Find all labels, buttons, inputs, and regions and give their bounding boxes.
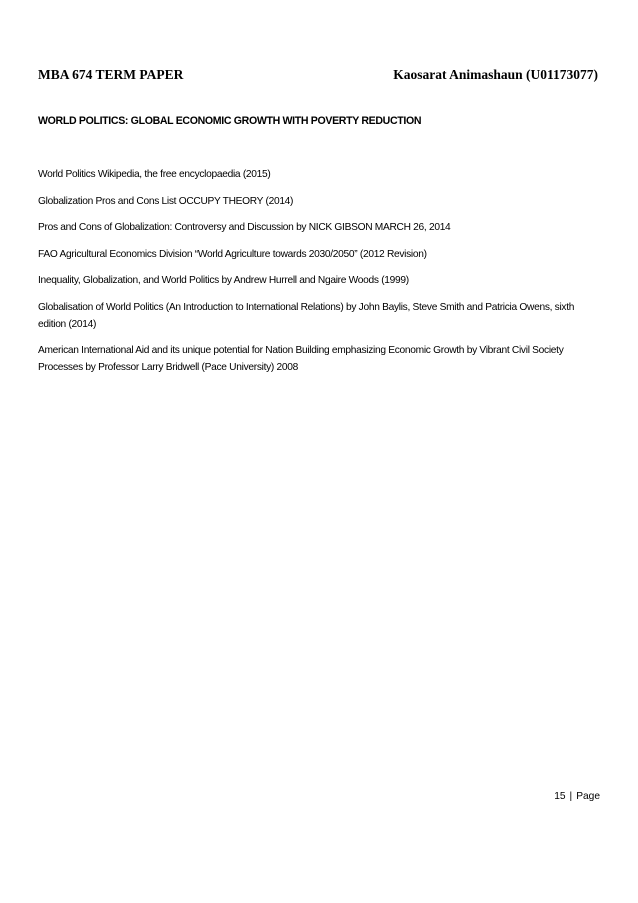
page-header — [38, 67, 598, 85]
page-separator: | — [569, 791, 573, 802]
reference-item: Globalisation of World Politics (An Introduction to International Relations) by John Baylis, Steve Smith and Patricia Owens, sixth edition (2014) — [38, 301, 575, 330]
reference-item: Globalization Pros and Cons List OCCUPY THEORY (2014) — [38, 195, 294, 207]
reference-item: Pros and Cons of Globalization: Controversy and Discussion by NICK GIBSON MARCH 26, 2014 — [38, 222, 451, 233]
course-title: MBA 674 TERM PAPER — [38, 67, 184, 82]
page-title: WORLD POLITICS: GLOBAL ECONOMIC GROWTH WITH POVERTY REDUCTION — [38, 115, 422, 127]
reference-item: American International Aid and its unique potential for Nation Building emphasizing Economic Growth by Vibrant Civil Society Processes by Professor Larry Bridwell (Pace University) 2008 — [38, 345, 564, 373]
reference-item: World Politics Wikipedia, the free encyclopaedia (2015) — [38, 169, 271, 180]
reference-item: Inequality, Globalization, and World Politics by Andrew Hurrell and Ngaire Woods (1999) — [38, 275, 409, 286]
reference-item: FAO Agricultural Economics Division “World Agriculture towards 2030/2050” (2012 Revision) — [38, 248, 427, 260]
reference-list — [38, 166, 602, 386]
page-label: Page — [576, 791, 600, 802]
page-footer — [554, 791, 600, 802]
page-number: 15 — [554, 791, 566, 802]
author-name: Kaosarat Animashaun (U01173077) — [393, 67, 598, 82]
